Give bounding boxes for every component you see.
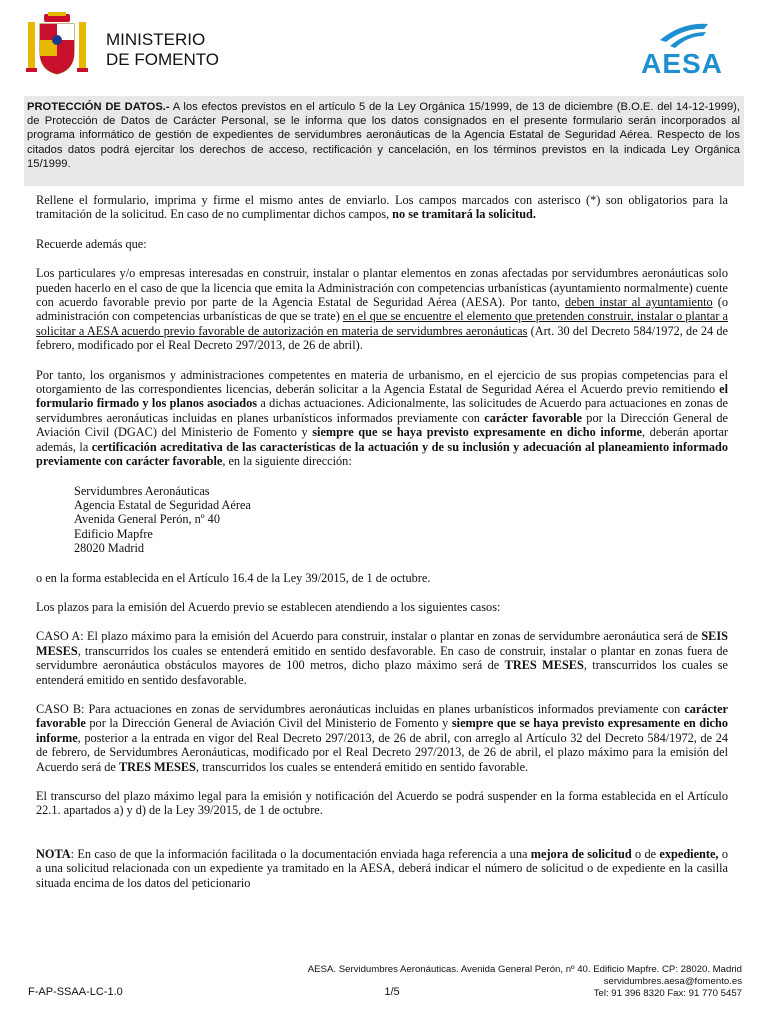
- address-line-1: Servidumbres Aeronáuticas: [74, 483, 210, 498]
- para2-bold-3: siempre que se haya previsto expresamente en dicho informe: [312, 425, 643, 440]
- para2-text-b: a dichas actuaciones. Adicionalmente, las solicitudes de Acuerdo para actuaciones en zonas de servidumbres aeronáuticas incluidas en planes urbanísticos informados previamente con: [36, 396, 728, 425]
- postal-address: [74, 484, 728, 556]
- case-a-text-a: CASO A: El plazo máximo para la emisión del Acuerdo para construir, instalar o plantar en zonas de servidumbre aeronáutica será de: [36, 629, 702, 644]
- para2-text-c: por la Dirección General de Aviación Civil (DGAC) del Ministerio de Fomento y: [36, 410, 728, 440]
- case-b-paragraph: [36, 702, 728, 774]
- para2-text-a: Por tanto, los organismos y administraciones competentes en materia de urbanismo, en el ejercicio de sus propias competencias para el otorgamiento de las correspondientes licencias, deberán solicitar a la Agencia Estatal de Seguridad Aérea el Acuerdo previo remitiendo: [36, 367, 728, 397]
- note-bold-1: mejora de solicitud: [530, 846, 632, 861]
- note-label: NOTA: [36, 846, 71, 861]
- address-line-5: 28020 Madrid: [74, 541, 145, 556]
- case-b-text-b: por la Dirección General de Aviación Civil del Ministerio de Fomento y: [85, 716, 452, 731]
- paragraph-organisms: [36, 368, 728, 469]
- case-b-text-c: , posterior a la entrada en vigor del Real Decreto 297/2013, de 26 de abril, con arreglo al Artículo 32 del Decreto 584/1972, de 24 de febrero, de Servidumbres Aeronáuticas, modificado por el Real Decreto 297/2013, de 26 de abril, el plazo máximo para la emisión del Acuerdo será de: [36, 730, 728, 774]
- case-a-bold-2: TRES MESES: [504, 658, 584, 673]
- footer-email: servidumbres.aesa@fomento.es: [603, 976, 742, 987]
- paragraph-individuals: [36, 266, 728, 352]
- note-text-c: o a una solicitud relacionada con un expediente ya tramitado en la AESA, deberá indicar el número de solicitud o de expediente en la casilla situada encima de los datos del peticionario: [36, 846, 728, 890]
- case-b-text-a: CASO B: Para actuaciones en zonas de servidumbres aeronáuticas incluidas en planes urbanísticos informados previamente con: [36, 701, 685, 716]
- case-b-bold-2: siempre que se haya previsto expresamente en dicho informe: [36, 716, 728, 745]
- para2-text-e: , en la siguiente dirección:: [222, 454, 352, 469]
- para1-text-c: (Art. 30 del Decreto 584/1972, de 24 de febrero, modificado por el Real Decreto 297/2013, de 26 de abril).: [36, 323, 728, 353]
- aesa-logo-text: AESA: [641, 48, 723, 79]
- data-protection-text: A los efectos previstos en el artículo 5 de la Ley Orgánica 15/1999, de 13 de diciembre (B.O.E. del 14-12-1999), de Protección de Datos de Carácter Personal, se le informa que los datos consignados en el presente formulario serán incorporados al programa informático de gestión de expedientes de servidumbres aeronáuticas de la Agencia Estatal de Seguridad Aérea. Respecto de los citados datos podrá ejercitar los derechos de acceso, rectificación y cancelación, en los términos previstos en la indicada Ley Orgánica 15/1999.: [27, 101, 740, 170]
- aesa-swoosh-icon: [654, 20, 710, 50]
- aesa-logo: [632, 20, 732, 80]
- suspend-paragraph: El transcurso del plazo máximo legal para la emisión y notificación del Acuerdo se podrá suspender en la forma establecida en el Artículo 22.1. apartados a) y d) de la Ley 39/2015, de 1 de octubre.: [36, 789, 728, 818]
- intro-text: Rellene el formulario, imprima y firme el mismo antes de enviarlo. Los campos marcados con asterisco (*) son obligatorios para la tramitación de la solicitud. En caso de no cumplimentar dichos campos,: [36, 193, 728, 222]
- para1-underline-2: en el que se encuentre el elemento que pretenden construir, instalar o plantar a solicitar a AESA acuerdo previo favorable de autorización en materia de servidumbres aeronáuticas: [36, 309, 728, 338]
- remember-paragraph: Recuerde además que:: [36, 236, 147, 251]
- intro-warning: no se tramitará la solicitud.: [392, 207, 536, 222]
- note-paragraph: [36, 847, 728, 890]
- deadlines-paragraph: Los plazos para la emisión del Acuerdo previo se establecen atendiendo a los siguientes casos:: [36, 599, 501, 614]
- or-form-paragraph: o en la forma establecida en el Artículo 16.4 de la Ley 39/2015, de 1 de octubre.: [36, 570, 431, 585]
- document-header: [0, 0, 768, 90]
- intro-paragraph: [36, 193, 728, 222]
- case-b-text-d: , transcurridos los cuales se entenderá emitido en sentido favorable.: [195, 759, 529, 774]
- address-line-2: Agencia Estatal de Seguridad Aérea: [74, 497, 251, 512]
- address-line-4: Edificio Mapfre: [74, 526, 153, 541]
- note-text-b: o de: [631, 846, 660, 861]
- case-a-bold-1: SEIS MESES: [36, 629, 728, 658]
- ministry-line-1: MINISTERIO: [106, 30, 206, 49]
- para2-text-d: , deberán aportar además, la: [36, 425, 728, 454]
- case-b-bold-3: TRES MESES: [118, 759, 196, 774]
- form-code: F-AP-SSAA-LC-1.0: [28, 986, 123, 998]
- ministry-name: [106, 30, 219, 70]
- spain-coat-of-arms-icon: [26, 12, 88, 78]
- para1-text-b: (o administración con competencias urbanísticas de que se trate): [36, 295, 728, 324]
- instructions-body: [36, 193, 728, 905]
- address-line-3: Avenida General Perón, nº 40: [74, 512, 220, 527]
- case-a-text-c: , transcurridos los cuales se entenderá emitido en sentido desfavorable.: [36, 658, 728, 687]
- note-text-a: : En caso de que la información facilitada o la documentación enviada haga referencia a una: [70, 846, 531, 861]
- para2-bold-2: carácter favorable: [484, 410, 582, 425]
- footer-phone: Tel: 91 396 8320 Fax: 91 770 5457: [593, 988, 742, 999]
- data-protection-title: PROTECCIÓN DE DATOS.-: [27, 101, 170, 113]
- data-protection-box: [24, 96, 744, 186]
- para2-bold-4: certificación acreditativa de las características de la actuación y de su inclusión y adecuación al planeamiento informado previamente con carácter favorable: [36, 439, 728, 469]
- case-a-text-b: , transcurridos los cuales se entenderá emitido en sentido desfavorable. En caso de construir, instalar o plantar en zonas fuera de servidumbre aeronáutica obstáculos mayores de 100 metros, dicho plazo máximo será de: [36, 643, 728, 673]
- para1-underline-1: deben instar al ayuntamiento: [565, 295, 713, 310]
- case-b-bold-1: carácter favorable: [36, 701, 728, 731]
- footer-address: AESA. Servidumbres Aeronáuticas. Avenida General Perón, nº 40. Edificio Mapfre. CP: 28020. Madrid: [307, 964, 742, 975]
- para2-bold-1: el formulario firmado y los planos asociados: [36, 382, 728, 411]
- case-a-paragraph: [36, 629, 728, 687]
- page-number: 1/5: [384, 986, 400, 998]
- ministry-line-2: DE FOMENTO: [106, 50, 220, 69]
- note-bold-2: expediente,: [659, 846, 719, 861]
- para1-text-a: Los particulares y/o empresas interesadas en construir, instalar o plantar elementos en zonas afectadas por servidumbres aeronáuticas solo pueden hacerlo en el caso de que la licencia que emita la Administración con competencias urbanísticas (ayuntamiento normalmente) cuente con acuerdo favorable previo por parte de la Agencia Estatal de Seguridad Aérea (AESA). Por tanto,: [36, 266, 728, 310]
